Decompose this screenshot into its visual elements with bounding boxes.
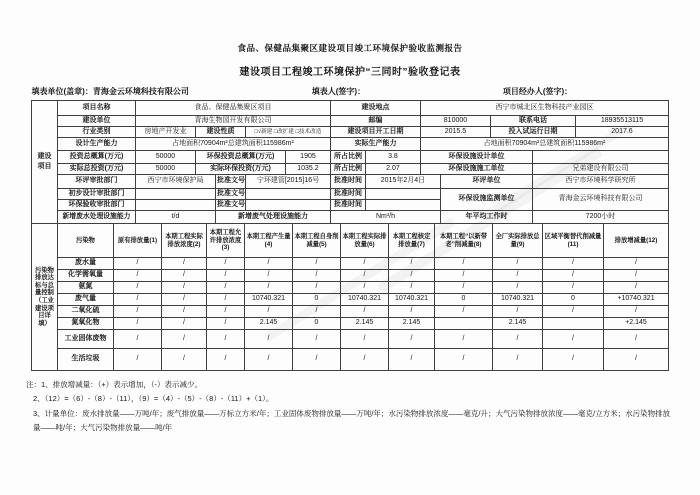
cell: 2.145 [245, 318, 293, 330]
cell: 10740.321 [389, 294, 435, 306]
pollutant-row-ammonia [32, 282, 669, 294]
form-unit: 填表单位(盖章)：青海金云环境科技有限公司 [31, 87, 189, 96]
project-agent: 项目经办人(签字)： [502, 87, 573, 96]
accept-approval-label: 环保验收审批部门 [57, 200, 135, 211]
cell: +10740.321 [604, 294, 669, 306]
col-header-2: 本期工程实际排放浓度(2) [162, 224, 207, 258]
cell: / [114, 349, 162, 371]
cell: / [162, 349, 207, 371]
monitor-unit-value: 青海金云环境科技有限公司 [532, 189, 668, 211]
cell: / [207, 318, 245, 330]
cell: / [293, 282, 341, 294]
cell: / [245, 282, 293, 294]
cell: / [341, 306, 389, 318]
cell: / [245, 349, 293, 371]
actual-env-invest-value: 1035.2 [285, 164, 330, 175]
cell: / [114, 330, 162, 349]
wastewater-cap-unit: t/d [135, 211, 215, 224]
pollutant-name: 废水量 [58, 258, 114, 270]
cell: +2.145 [604, 318, 669, 330]
cell: / [435, 258, 493, 270]
col-header-1: 原有排放量(1) [114, 224, 162, 258]
cell: / [341, 258, 389, 270]
eia-approval-value: 西宁市环境保护局 [135, 175, 215, 189]
prelim-approval-value [135, 189, 215, 200]
cell: / [604, 306, 669, 318]
construct-unit-value: 兄弟建设有限公司 [532, 164, 668, 175]
cell: / [543, 270, 604, 282]
ratio-value: 3.8 [365, 151, 420, 164]
cell: 10740.321 [341, 294, 389, 306]
cell: / [293, 330, 341, 349]
report-title: 食品、保健品集聚区建设项目竣工环境保护验收监测报告 [237, 43, 463, 53]
pollution-table [31, 223, 669, 371]
prelim-time-label: 批准时间 [330, 189, 365, 200]
cell: / [162, 318, 207, 330]
cell: / [435, 330, 493, 349]
form-person: 填表人(签字)： [311, 87, 366, 96]
monitor-unit-label: 环保设施监测单位 [440, 189, 532, 211]
pollutant-name: 二氧化硫 [58, 306, 114, 318]
postcode-label: 邮编 [330, 116, 420, 127]
eia-docno-label: 批准文号 [215, 175, 245, 189]
col-header-3: 本期工程允许排放浓度(3) [207, 224, 245, 258]
cell: / [543, 349, 604, 371]
section-label-project: 建设项目 [31, 101, 57, 224]
cell: 2.145 [389, 318, 435, 330]
start-date-label: 建设项目开工日期 [330, 127, 420, 138]
cell: / [604, 330, 669, 349]
cell: / [245, 306, 293, 318]
cell: 0 [293, 294, 341, 306]
cell: / [604, 282, 669, 294]
cell: / [604, 349, 669, 371]
trial-date-label: 投入试运行日期 [490, 127, 575, 138]
cell: / [162, 294, 207, 306]
cell: / [389, 349, 435, 371]
cell: / [435, 282, 493, 294]
ratio2-value: 2.07 [365, 164, 420, 175]
col-header-6: 本期工程实际排放量(6) [341, 224, 389, 258]
prelim-time-value [365, 189, 440, 200]
cell: / [162, 330, 207, 349]
wastewater-cap-label: 新增废水处理设施能力 [57, 211, 135, 224]
builder-value: 青海生物园开发有限公司 [135, 116, 330, 127]
eia-unit-label: 环评单位 [440, 175, 532, 189]
col-header-4: 本期工程产生量(4) [245, 224, 293, 258]
cell: / [245, 258, 293, 270]
cell: / [293, 270, 341, 282]
col-header-9: 全厂实际排放总量(9) [493, 224, 543, 258]
cell: 10740.321 [245, 294, 293, 306]
pollutant-row-wastewater [32, 258, 669, 270]
cell: / [389, 282, 435, 294]
cell: / [207, 330, 245, 349]
prelim-docno-label: 批准文号 [215, 189, 245, 200]
cell: / [207, 294, 245, 306]
industry-value: 房地产开发业 [135, 127, 195, 138]
project-info-table [31, 100, 669, 224]
cell: / [493, 330, 543, 349]
actual-invest-label: 实际总投资(万元) [57, 164, 135, 175]
cell: 2.145 [493, 318, 543, 330]
cell: / [293, 349, 341, 371]
cell: / [493, 282, 543, 294]
cell: / [207, 282, 245, 294]
actual-invest-value: 50000 [135, 164, 195, 175]
design-capacity-label: 设计生产能力 [57, 138, 135, 151]
ratio2-label: 所占比例 [330, 164, 365, 175]
cell: / [162, 270, 207, 282]
cell: / [162, 258, 207, 270]
cell: / [114, 306, 162, 318]
col-header-5: 本期工程自身削减量(5) [293, 224, 341, 258]
work-hours-value: 7200小时 [532, 211, 668, 224]
cell: / [435, 306, 493, 318]
col-header-8: 本期工程“以新带老”削减量(8) [435, 224, 493, 258]
pollutant-row-cod [32, 270, 669, 282]
cell: / [245, 330, 293, 349]
ratio-label: 所占比例 [330, 151, 365, 164]
cell: / [389, 270, 435, 282]
gas-cap-unit: Nm³/h [330, 211, 440, 224]
cell: / [341, 349, 389, 371]
cell [435, 318, 493, 330]
footnote-1: 注：1、排放增减量：（+）表示增加，（-）表示减少。 [26, 380, 203, 389]
prelim-approval-label: 初步设计审批部门 [57, 189, 135, 200]
cell: / [162, 282, 207, 294]
cell [543, 318, 604, 330]
project-name-value: 食品、保健品集聚区项目 [135, 101, 330, 116]
pollutant-name: 工业固体废物 [58, 330, 114, 349]
cell: / [389, 258, 435, 270]
env-invest-label: 环保投资总概算(万元) [195, 151, 285, 164]
cell: / [293, 258, 341, 270]
cell: / [207, 349, 245, 371]
phone-value: 18935513115 [575, 116, 668, 127]
builder-label: 建设单位 [57, 116, 135, 127]
eia-time-label: 批准时间 [330, 175, 365, 189]
industry-label: 行业类别 [57, 127, 135, 138]
accept-docno-value [245, 200, 330, 211]
col-header-7: 本期工程核定排放量(7) [389, 224, 435, 258]
cell: / [604, 270, 669, 282]
cell: / [543, 258, 604, 270]
pollutant-name: 生活垃圾 [58, 349, 114, 371]
cell: / [435, 349, 493, 371]
cell: / [341, 270, 389, 282]
cell: 0 [293, 318, 341, 330]
actual-capacity-value: 占地面积70904m²总建筑面积115986m² [420, 138, 668, 151]
gas-cap-label: 新增废气处理设施能力 [215, 211, 330, 224]
cell: / [114, 294, 162, 306]
cell: / [493, 270, 543, 282]
pollutant-row-nox [32, 318, 669, 330]
phone-label: 联系电话 [490, 116, 575, 127]
cell: / [604, 258, 669, 270]
invest-total-label: 投资总概算(万元) [57, 151, 135, 164]
postcode-value: 810000 [420, 116, 490, 127]
col-header-11: 区域平衡替代削减量(11) [543, 224, 604, 258]
work-hours-label: 年平均工作时 [440, 211, 532, 224]
cell: 2.145 [341, 318, 389, 330]
cell: / [341, 330, 389, 349]
nature-checkboxes: □√新建 □改扩建 □技术改造 [245, 127, 330, 138]
cell: / [293, 306, 341, 318]
trial-date-value: 2017.6 [575, 127, 668, 138]
env-invest-value: 1905 [285, 151, 330, 164]
start-date-value: 2015.5 [420, 127, 490, 138]
cell: / [493, 349, 543, 371]
cell: / [493, 258, 543, 270]
cell: / [543, 330, 604, 349]
cell: / [389, 330, 435, 349]
cell: / [341, 282, 389, 294]
eia-docno-value: 宁环建管[2015]16号 [245, 175, 330, 189]
location-label: 建设地点 [330, 101, 420, 116]
pollutant-name: 氨氮 [58, 282, 114, 294]
pollutant-row-wastegas [32, 294, 669, 306]
accept-approval-value [135, 200, 215, 211]
nature-label: 建设性质 [195, 127, 245, 138]
accept-time-value [365, 200, 440, 211]
cell: / [435, 270, 493, 282]
cell: / [543, 306, 604, 318]
actual-capacity-label: 实际生产能力 [330, 138, 420, 151]
cell: 10740.321 [493, 294, 543, 306]
invest-total-value: 50000 [135, 151, 195, 164]
cell: / [207, 306, 245, 318]
cell: 0 [435, 294, 493, 306]
pollutant-name: 氮氧化物 [58, 318, 114, 330]
col-header-pollutant: 污染物 [58, 224, 114, 258]
pollutant-name: 化学需氧量 [58, 270, 114, 282]
pollutant-row-solidwaste [32, 330, 669, 349]
cell: / [207, 270, 245, 282]
prelim-docno-value [245, 189, 330, 200]
cell: / [162, 306, 207, 318]
cell: / [114, 318, 162, 330]
form-title: 建设项目工程竣工环境保护“三同时”验收登记表 [239, 67, 461, 78]
design-unit-label: 环保设施设计单位 [420, 151, 532, 164]
col-header-12: 排放增减量(12) [604, 224, 669, 258]
pollutant-name: 废气量 [58, 294, 114, 306]
eia-unit-value: 西宁市环境科学研究所 [532, 175, 668, 189]
cell: / [543, 282, 604, 294]
location-value: 西宁市城北区生物科技产业园区 [420, 101, 668, 116]
cell: / [493, 306, 543, 318]
design-capacity-value: 占地面积70904m²总建筑面积115986m² [135, 138, 330, 151]
cell: / [389, 306, 435, 318]
pollutant-row-so2 [32, 306, 669, 318]
section-label-pollution: 污染物排放达标与总量控制（工业建设项目详填） [32, 224, 58, 371]
design-unit-value [532, 151, 668, 164]
eia-approval-label: 环评审批部门 [57, 175, 135, 189]
eia-time-value: 2015年2月4日 [365, 175, 440, 189]
accept-time-label: 批准时间 [330, 200, 365, 211]
footnotes [26, 378, 674, 435]
cell: / [114, 270, 162, 282]
form-meta-line [32, 86, 669, 97]
project-name-label: 项目名称 [57, 101, 135, 116]
pollutant-row-garbage [32, 349, 669, 371]
cell: / [245, 270, 293, 282]
cell: / [207, 258, 245, 270]
construct-unit-label: 环保设施施工单位 [420, 164, 532, 175]
actual-env-invest-label: 实际环保投资(万元) [195, 164, 285, 175]
cell: 0 [543, 294, 604, 306]
cell: / [114, 258, 162, 270]
footnote-3: 3、计量单位：废水排放量——万吨/年；废气排放量——万标立方米/年；工业固体废物排放量——万吨/年；水污染物排放浓度——毫克/升；大气污染物排放浓度——毫克/立方米；水污染物排放量——吨/年；大气污染物排放量——吨/年 [33, 408, 671, 432]
accept-docno-label: 批准文号 [215, 200, 245, 211]
footnote-2: 2、（12）=（6）-（8）-（11），（9）=（4）-（5）-（8）-（11）+（1）。 [33, 394, 274, 404]
cell: / [114, 282, 162, 294]
